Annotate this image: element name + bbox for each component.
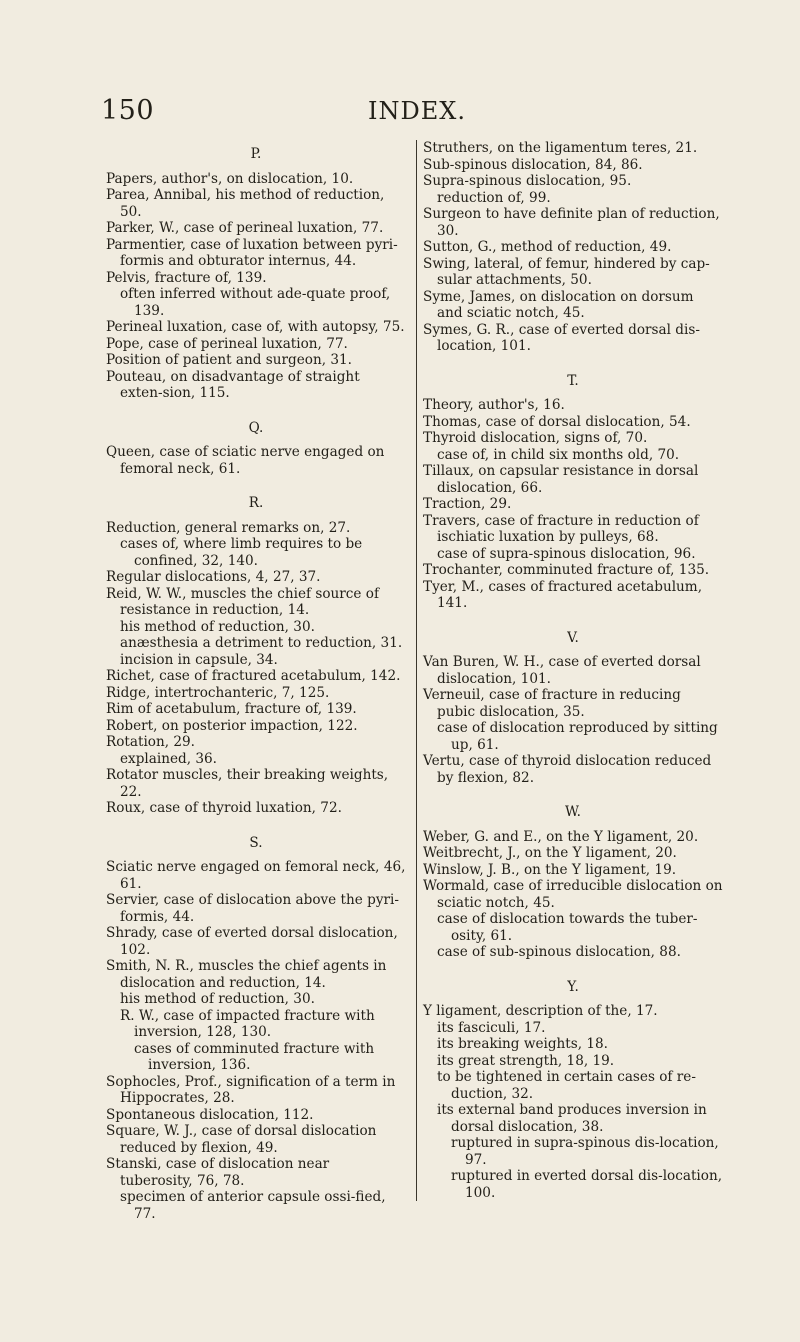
index-entry: Y ligament, description of the, 17. [423,1003,658,1019]
left-column [106,140,406,1222]
index-entry: Verneuil, case of fracture in reducing pubic dislocation, 35. [423,687,681,720]
index-entry: Regular dislocations, 4, 27, 37. [106,569,321,585]
index-subentry: cases of comminuted fracture with inversion, 136. [134,1040,375,1073]
index-subentry: ruptured in supra-spinous dis-location, 97. [451,1135,719,1168]
index-entry: Thyroid dislocation, signs of, 70. [423,430,648,446]
section-letter: Y. [567,978,579,995]
right-column [416,140,723,1201]
index-entry: Wormald, case of irreducible dislocation on sciatic notch, 45. [423,878,723,911]
page-number: 150 [101,95,155,126]
index-entry: Perineal luxation, case of, with autopsy, 75. [106,319,405,335]
index-entry: Struthers, on the ligamentum teres, 21. [423,140,698,156]
index-entry: Rotator muscles, their breaking weights, 22. [106,767,389,800]
index-subentry: case of dislocation towards the tuber-osity, 61. [437,911,698,944]
index-entry: Surgeon to have definite plan of reduction, 30. [423,206,720,239]
index-entry: Traction, 29. [423,496,512,512]
index-entry: Tillaux, on capsular resistance in dorsal dislocation, 66. [423,463,699,496]
index-entry: Papers, author's, on dislocation, 10. [106,170,354,187]
index-subentry: case of sub-spinous dislocation, 88. [437,944,681,960]
index-entry: Spontaneous dislocation, 112. [106,1106,314,1123]
index-entry: Parker, W., case of perineal luxation, 77. [106,220,384,236]
index-entry: Travers, case of fracture in reduction of ischiatic luxation by pulleys, 68. [423,512,699,545]
page-title: INDEX. [368,97,466,125]
index-entry: Rotation, 29. [106,734,195,750]
index-subentry: cases of, where limb requires to be confined, 32, 140. [120,536,363,569]
index-entry: Syme, James, on dislocation on dorsum and sciatic notch, 45. [423,288,694,321]
index-subentry: case of, in child six months old, 70. [437,446,680,463]
index-subentry: R. W., case of impacted fracture with inversion, 128, 130. [120,1007,375,1040]
index-entry: Vertu, case of thyroid dislocation reduced by flexion, 82. [423,753,712,786]
index-subentry: his method of reduction, 30. [120,991,315,1007]
index-entry: Richet, case of fractured acetabulum, 142. [106,668,401,684]
index-subentry: its external band produces inversion in dorsal dislocation, 38. [437,1102,707,1135]
index-entry: Sophocles, Prof., signification of a term in Hippocrates, 28. [106,1073,396,1106]
index-subentry: specimen of anterior capsule ossi-fied, 77. [120,1189,386,1222]
index-entry: Sub-spinous dislocation, 84, 86. [423,156,643,173]
index-entry: Weitbrecht, J., on the Y ligament, 20. [423,845,677,861]
index-entry: Parmentier, case of luxation between pyri-formis and obturator internus, 44. [106,236,398,269]
section-letter: W. [565,804,581,820]
index-entry: Trochanter, comminuted fracture of, 135. [423,562,710,578]
index-entry: Weber, G. and E., on the Y ligament, 20. [423,828,699,845]
index-entry: Pelvis, fracture of, 139. [106,269,267,286]
index-entry: Sutton, G., method of reduction, 49. [423,239,672,255]
index-entry: Roux, case of thyroid luxation, 72. [106,800,342,816]
index-subentry: case of dislocation reproduced by sitting up, 61. [437,720,718,753]
index-subentry: his method of reduction, 30. [120,618,315,635]
index-subentry: its fasciculi, 17. [437,1019,546,1036]
section-letter: T. [567,372,579,389]
index-entry: Queen, case of sciatic nerve engaged on femoral neck, 61. [106,444,385,477]
index-entry: Reid, W. W., muscles the chief source of resistance in reduction, 14. [106,585,379,618]
index-entry: Parea, Annibal, his method of reduction, 50. [106,187,385,220]
index-entry: Rim of acetabulum, fracture of, 139. [106,701,357,717]
section-letter: P. [250,146,262,162]
index-subentry: often inferred without ade-quate proof, 139. [120,286,391,319]
index-subentry: explained, 36. [120,750,217,767]
section-letter: S. [249,834,263,851]
section-letter: R. [248,495,264,511]
index-entry: Position of patient and surgeon, 31. [106,352,352,368]
index-entry: Theory, author's, 16. [423,397,565,413]
index-subentry: reduction of, 99. [437,189,551,206]
index-subentry: ruptured in everted dorsal dis-location, 100. [451,1168,723,1201]
index-entry: Robert, on posterior impaction, 122. [106,717,358,734]
index-entry: Pouteau, on disadvantage of straight exten-sion, 115. [106,368,360,401]
index-subentry: its breaking weights, 18. [437,1036,609,1052]
index-entry: Smith, N. R., muscles the chief agents in dislocation and reduction, 14. [106,958,387,991]
index-entry: Winslow, J. B., on the Y ligament, 19. [423,861,677,878]
index-subentry: its great strength, 18, 19. [437,1052,615,1069]
index-subentry: to be tightened in certain cases of re-duction, 32. [437,1069,696,1102]
section-letter: V. [567,629,579,646]
index-subentry: anæsthesia a detriment to reduction, 31. [120,635,403,651]
index-entry: Swing, lateral, of femur, hindered by cap-sular attachments, 50. [423,255,710,288]
index-entry: Pope, case of perineal luxation, 77. [106,335,348,352]
section-letter: Q. [248,419,264,436]
index-subentry: incision in capsule, 34. [120,651,278,668]
index-entry: Square, W. J., case of dorsal dislocation reduced by flexion, 49. [106,1123,377,1156]
index-entry: Ridge, intertrochanteric, 7, 125. [106,684,330,701]
index-entry: Shrady, case of everted dorsal dislocation, 102. [106,925,398,958]
index-entry: Symes, G. R., case of everted dorsal dis-location, 101. [423,321,700,354]
index-entry: Servier, case of dislocation above the pyri-formis, 44. [106,892,399,925]
index-subentry: case of supra-spinous dislocation, 96. [437,545,696,562]
index-entry: Stanski, case of dislocation near tuberosity, 76, 78. [106,1156,330,1189]
index-entry: Supra-spinous dislocation, 95. [423,173,632,189]
index-entry: Sciatic nerve engaged on femoral neck, 46, 61. [106,859,406,892]
index-entry: Van Buren, W. H., case of everted dorsal dislocation, 101. [423,654,701,687]
index-entry: Thomas, case of dorsal dislocation, 54. [423,413,691,430]
index-entry: Reduction, general remarks on, 27. [106,519,351,536]
index-entry: Tyer, M., cases of fractured acetabulum, 141. [423,578,703,611]
